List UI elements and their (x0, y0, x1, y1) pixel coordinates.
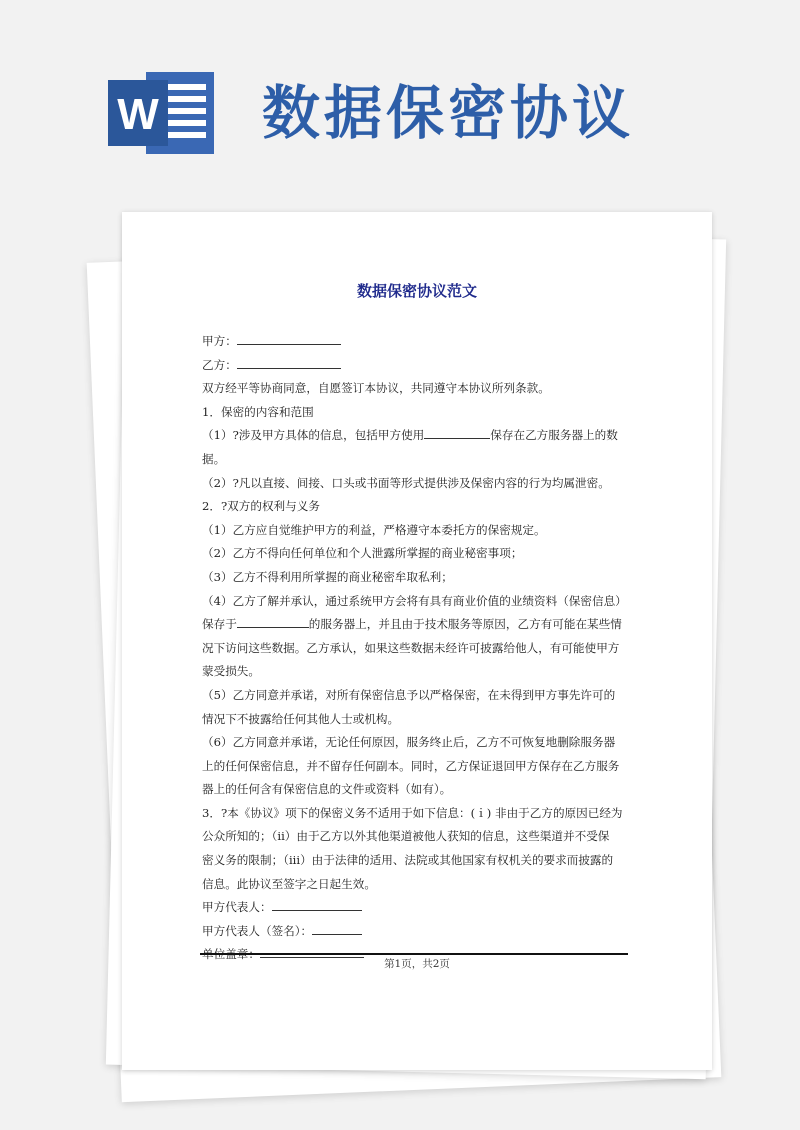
paragraph: 情况下不披露给任何其他人士或机构。 (202, 711, 400, 726)
footer-divider (200, 953, 628, 955)
section-heading: 1．保密的内容和范围 (202, 404, 314, 419)
paragraph: （1）乙方应自觉维护甲方的利益，严格遵守本委托方的保密规定。 (202, 522, 546, 537)
party-a-line: 甲方： (202, 330, 632, 354)
paragraph: 上的任何保密信息，并不留存任何副本。同时，乙方保证退回甲方保存在乙方服务 (202, 758, 620, 773)
party-b-line: 乙方： (202, 354, 632, 378)
page-number: 第1页，共2页 (384, 958, 450, 970)
party-a-blank (237, 330, 341, 345)
header-banner (0, 0, 800, 200)
paragraph: 信息。此协议至签字之日起生效。 (202, 876, 376, 891)
paragraph: 3．?本《协议》项下的保密义务不适用于如下信息：(ｉ) 非由于乙方的原因已经为 (202, 805, 623, 820)
word-document-icon (108, 72, 214, 154)
section-heading: 2．?双方的权利与义务 (202, 499, 320, 514)
svg-text:W: W (117, 90, 159, 139)
paragraph: （1）?涉及甲方具体的信息，包括甲方使用 保存在乙方服务器上的数 (202, 424, 632, 448)
paragraph: 据。 (202, 451, 226, 466)
paragraph: （4）乙方了解并承认，通过系统甲方会将有具有商业价值的业绩资料（保密信息） (202, 593, 627, 608)
paragraph: （2）?凡以直接、间接、口头或书面等形式提供涉及保密内容的行为均属泄密。 (202, 475, 610, 490)
paragraph: （6）乙方同意并承诺，无论任何原因，服务终止后，乙方不可恢复地删除服务器 (202, 735, 616, 750)
fill-blank (424, 424, 490, 439)
paragraph: （5）乙方同意并承诺，对所有保密信息予以严格保密，在未得到甲方事先许可的 (202, 687, 616, 702)
paragraph: 器上的任何含有保密信息的文件或资料（如有）。 (202, 782, 452, 797)
fill-blank (237, 613, 309, 628)
banner-title: 数据保密协议 (262, 79, 635, 147)
paragraph: （3）乙方不得利用所掌握的商业秘密牟取私利； (202, 569, 453, 584)
document-page (122, 212, 712, 1070)
paragraph: 公众所知的；（ii）由于乙方以外其他渠道被他人获知的信息，这些渠道并不受保 (202, 829, 610, 844)
paragraph: 保存于 的服务器上，并且由于技术服务等原因，乙方有可能在某些情 (202, 613, 632, 637)
paragraph: 双方经平等协商同意，自愿签订本协议，共同遵守本协议所列条款。 (202, 381, 550, 396)
signature-blank (312, 920, 362, 935)
paragraph: 密义务的限制；（iii）由于法律的适用、法院或其他国家有权机关的要求而披露的 (202, 853, 614, 868)
paragraph: 蒙受损失。 (202, 664, 260, 679)
party-b-blank (237, 354, 341, 369)
paragraph: 况下访问这些数据。乙方承认，如果这些数据未经许可披露给他人，有可能使甲方 (202, 640, 620, 655)
party-a-signature-line: 甲方代表人（签名）： (202, 920, 632, 944)
rep-blank (272, 896, 362, 911)
document-body (202, 330, 632, 967)
party-a-rep-line: 甲方代表人： (202, 896, 632, 920)
document-title: 数据保密协议范文 (356, 282, 477, 300)
paragraph: （2）乙方不得向任何单位和个人泄露所掌握的商业秘密事项； (202, 546, 523, 561)
